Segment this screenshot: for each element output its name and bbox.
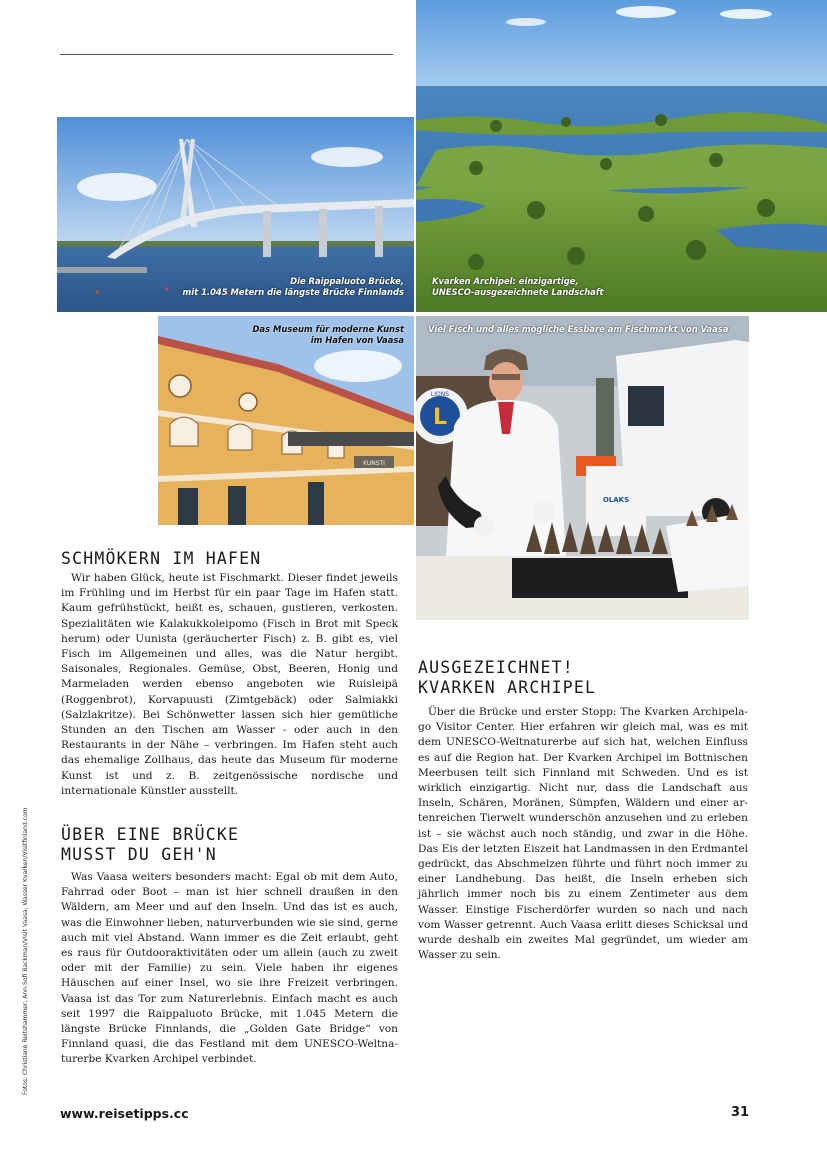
museum-photo [158,316,414,525]
top-rule [60,54,393,55]
bridge-photo [57,117,414,312]
section-heading-bruecke-line2: MUSST DU GEH'N [61,845,217,864]
bridge-caption [183,276,404,298]
market-photo [416,316,749,620]
section-heading-bruecke [61,825,239,865]
museum-caption-line1: Das Museum für moderne Kunst [252,324,404,334]
archipelago-caption-line2: UNESCO-ausgezeichnete Landschaft [432,287,604,297]
section-heading-hafen: SCHMÖKERN IM HAFEN [61,549,262,568]
section-heading-bruecke-line1: ÜBER EINE BRÜCKE [61,825,240,844]
bridge-caption-line1: Die Raippaluoto Brücke, [290,276,404,286]
market-image [416,316,749,620]
archipelago-caption [432,276,603,298]
section-body-kvarken: Über die Brücke und erster Stopp: The Kvarken Archipelago Visitor Center. Hier erfahren wir gleich mal, was es mit dem UNESCO-Weltnaturerbe auf sich hat, welchen Einfluss es auf die Region hat. Der Kvarken Archipel im Bottnischen Meerbusen teilt sich Finnland mit Schweden. Und es ist wirklich einzigartig. Nicht nur, dass die Landschaft aus Inseln, Schären, Moränen, Sümpfen, Wäldern und einer artenreichen Tierwelt wunderschön anzusehen und zu erleben ist – sie wächst auch noch ständig, und zwar in die Höhe. Das Eis der letzten Eiszeit hat Landmassen in den Erdmantel gedrückt, das Abschmelzen führte und führt noch immer zu einer Landhebung. Das heißt, die Inseln erheben sich jährlich immer noch bis zu einem Zentimeter aus dem Wasser. Einstige Fischerdörfer wurden so nach und nach vom Wasser getrennt. Auch Vaasa erlitt dieses Schicksal und wurde deshalb ein zweites Mal gegründet, um wieder am Wasser zu sein. [418,706,748,962]
footer-url-link[interactable]: www.reisetipps.cc [60,1106,189,1121]
lions-logo-letter: L [432,405,448,430]
museum-caption [252,324,404,346]
museum-caption-line2: im Hafen von Vaasa [310,335,404,345]
museum-image [158,316,414,525]
photo-credit: Fotos: Christiane Reitshammer, Ann-Sofi Backman/Visit Vaasa, Wasser Kvarken/Visitfinland.com [22,807,29,1095]
building-sign: KUNSTI [363,460,385,467]
box-brand-text: OLAKS [602,496,630,504]
archipelago-photo [416,0,827,312]
section-body-hafen: Wir haben Glück, heute ist Fischmarkt. Dieser findet jeweils im Frühling und im Herbst für ein paar Tage im Hafen statt. Kaum gefrühstückt, heißt es, schauen, gustieren, verkosten. Spezialitäten wie Kalakukkoleipomo (Fisch in Brot mit Speck herum) oder Uunista (geräucherter Fisch) z. B. gibt es, viel Fisch im Allgemeinen und alles, was die Natur hergibt. Saisonales, Regionales. Gemüse, Obst, Beeren, Honig und Marmeladen werden ebenso angeboten wie Ruisleipä (Roggenbrot), Korvapuusti (Zimtgebäck) oder Salmiakki (Salzlakritze). Bei Schönwetter lassen sich hier gemütliche Stunden an den Tischen am Wasser - oder auch in den Restaurants in der Nähe – verbringen. Im Hafen steht auch das ehemalige Zollhaus, das heute das Museum für moderne Kunst ist und z. B. zeitgenössische nordische und internationale Künstler ausstellt. [61,572,398,797]
section-body-bruecke: Was Vaasa weiters besonders macht: Egal ob mit dem Auto, Fahrrad oder Boot – man ist hier schnell draußen in den Wäldern, am Meer und auf den Inseln. Und das ist es auch, was die Einwohner lieben, naturverbunden wie sie sind, gerne auch mit viel Abstand. Wann immer es die Zeit erlaubt, geht es raus für Outdooraktivitäten oder um allein (auch zu zweit oder mit der Familie) zu sein. Viele haben ihr eigenes Häuschen auf einer Insel, wo sie ihre Freizeit verbringen. Vaasa ist das Tor zum Naturerlebnis. Einfach macht es auch seit 1997 die Raippaluoto Brücke, mit 1.045 Metern die längste Brücke Finnlands, die „Golden Gate Bridge“ von Finnland quasi, die das Festland mit dem UNESCO-Weltnaturerbe Kvarken Archipel verbindet. [61,871,398,1066]
market-caption: Viel Fisch und alles mögliche Essbare am Fischmarkt von Vaasa [428,324,729,334]
section-heading-kvarken [418,658,596,698]
section-heading-kvarken-line1: AUSGEZEICHNET! [418,658,574,677]
section-heading-kvarken-line2: KVARKEN ARCHIPEL [418,678,597,697]
archipelago-caption-line1: Kvarken Archipel: einzigartige, [432,276,579,286]
page-number: 31 [731,1105,750,1120]
bridge-caption-line2: mit 1.045 Metern die längste Brücke Finnlands [182,287,404,297]
lions-logo-text: LIONS [430,391,450,398]
archipelago-image [416,0,827,312]
